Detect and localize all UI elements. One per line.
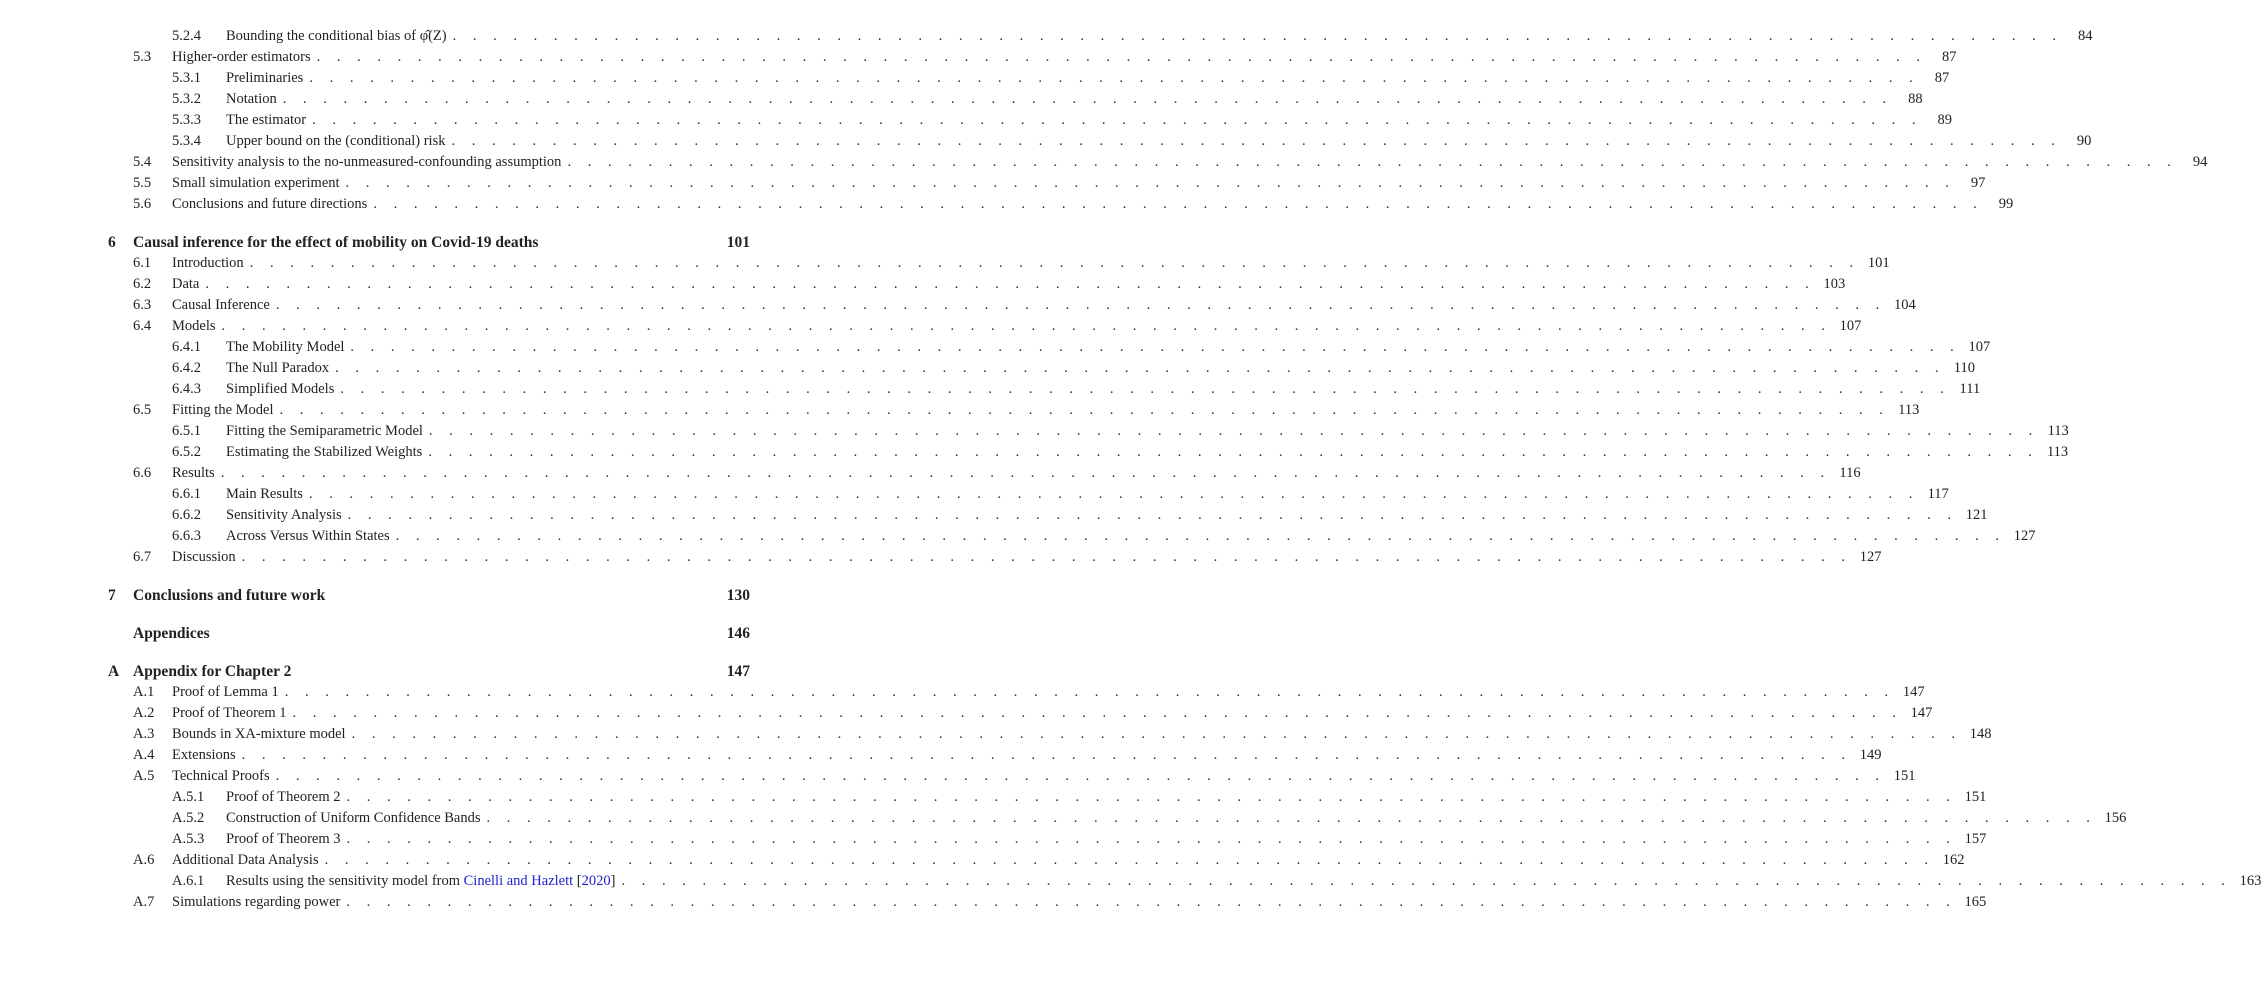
toc-entry-page: 101: [1867, 255, 1890, 271]
toc-entry-number: 5.3.4: [172, 133, 201, 149]
toc-entry-section[interactable]: [0, 47, 1957, 68]
toc-entry-title: [133, 585, 325, 606]
toc-entry-title: [226, 68, 303, 89]
leader-space: [297, 661, 720, 682]
toc-entry-number: 6.6.3: [172, 528, 201, 544]
dot-leader: . . . . . . . . . . . . . . . . . . . . . . . . . . . . . . . . . . . . . . . . . . . . . . . . . . . . . . . . . . . . . . . . . . . . . . . . . . . . . . . .: [284, 684, 1895, 700]
toc-entry-page: 116: [1839, 465, 1861, 481]
toc-entry-subsection[interactable]: [0, 829, 1987, 850]
toc-entry-subsection[interactable]: [0, 26, 2093, 47]
toc-entry-subsection[interactable]: [0, 68, 1950, 89]
toc-entry-number: 6.6: [133, 465, 152, 481]
title-text: Proof of Theorem 3: [226, 831, 341, 847]
toc-entry-section[interactable]: [0, 173, 1986, 194]
title-text: Conclusions and future directions: [172, 196, 368, 212]
title-text: Conclusions and future work: [133, 587, 326, 604]
table-of-contents: [0, 26, 2261, 913]
toc-entry-page: 151: [1964, 789, 1987, 805]
dot-leader: . . . . . . . . . . . . . . . . . . . . . . . . . . . . . . . . . . . . . . . . . . . . . . . . . . . . . . . . . . . . . . . . . . . . . . . . . . . . . . . .: [621, 873, 2232, 889]
toc-entry-subsection[interactable]: [0, 421, 2069, 442]
toc-entry-section[interactable]: [0, 547, 1882, 568]
dot-leader: . . . . . . . . . . . . . . . . . . . . . . . . . . . . . . . . . . . . . . . . . . . . . . . . . . . . . . . . . . . . . . . . . . . . . . . . . . . . . . . .: [340, 381, 1951, 397]
toc-entry-page: 104: [1893, 297, 1916, 313]
title-text: Across Versus Within States: [226, 528, 390, 544]
toc-entry-title: [172, 703, 287, 724]
toc-entry-number: 6.4.1: [172, 339, 201, 355]
toc-entry-section[interactable]: [0, 682, 1925, 703]
toc-entry-subsection[interactable]: [0, 808, 2127, 829]
dot-leader: . . . . . . . . . . . . . . . . . . . . . . . . . . . . . . . . . . . . . . . . . . . . . . . . . . . . . . . . . . . . . . . . . . . . . . . . . . . . . . . .: [452, 28, 2063, 44]
dot-leader: . . . . . . . . . . . . . . . . . . . . . . . . . . . . . . . . . . . . . . . . . . . . . . . . . . . . . . . . . . . . . . . . . . . . . . . . . . . . . . . .: [205, 276, 1816, 292]
toc-entry-number: 5.2.4: [172, 28, 201, 44]
dot-leader: . . . . . . . . . . . . . . . . . . . . . . . . . . . . . . . . . . . . . . . . . . . . . . . . . . . . . . . . . . . . . . . . . . . . . . . . . . . . . . . .: [316, 49, 1927, 65]
title-text: Introduction: [172, 255, 244, 271]
toc-entry-title: [226, 110, 306, 131]
toc-entry-number: A.5: [133, 768, 155, 784]
toc-entry-page: 94: [2192, 154, 2208, 170]
toc-entry-page: 151: [1893, 768, 1916, 784]
toc-entry-title: [172, 892, 340, 913]
toc-entry-number: 6.3: [133, 297, 152, 313]
toc-entry-section[interactable]: [0, 703, 1933, 724]
toc-entry-section[interactable]: [0, 745, 1882, 766]
toc-entry-title: [172, 463, 215, 484]
toc-entry-title: Results using the sensitivity model from Cinelli and Hazlett [2020]: [226, 873, 616, 889]
dot-leader: . . . . . . . . . . . . . . . . . . . . . . . . . . . . . . . . . . . . . . . . . . . . . . . . . . . . . . . . . . . . . . . . . . . . . . . . . . . . . . . .: [241, 747, 1852, 763]
toc-entry-number: A.5.3: [172, 831, 205, 847]
toc-entry-number: A.4: [133, 747, 155, 763]
toc-entry-title: [172, 274, 199, 295]
toc-entry-subsection[interactable]: [0, 442, 2069, 463]
toc-entry-page: 110: [1953, 360, 1975, 376]
toc-entry-section[interactable]: [0, 295, 1916, 316]
toc-entry-page: 148: [1969, 726, 1992, 742]
title-text: The Mobility Model: [226, 339, 345, 355]
toc-entry-page: 113: [2047, 423, 2069, 439]
toc-entry-chapter[interactable]: [0, 623, 842, 644]
toc-entry-title: [226, 131, 445, 152]
dot-leader: . . . . . . . . . . . . . . . . . . . . . . . . . . . . . . . . . . . . . . . . . . . . . . . . . . . . . . . . . . . . . . . . . . . . . . . . . . . . . . . .: [486, 810, 2097, 826]
title-text: Causal Inference: [172, 297, 270, 313]
toc-entry-page: 101: [726, 234, 750, 251]
dot-leader: . . . . . . . . . . . . . . . . . . . . . . . . . . . . . . . . . . . . . . . . . . . . . . . . . . . . . . . . . . . . . . . . . . . . . . . . . . . . . . . .: [220, 465, 1831, 481]
toc-entry-number: 6.1: [133, 255, 152, 271]
toc-entry-subsection[interactable]: [0, 505, 1988, 526]
toc-entry-number: A.6.1: [172, 873, 205, 889]
toc-entry-subsection[interactable]: [0, 89, 1923, 110]
toc-entry-page: 97: [1970, 175, 1986, 191]
toc-entry-title: [226, 421, 423, 442]
toc-entry-title: [226, 337, 344, 358]
dot-leader: . . . . . . . . . . . . . . . . . . . . . . . . . . . . . . . . . . . . . . . . . . . . . . . . . . . . . . . . . . . . . . . . . . . . . . . . . . . . . . . .: [275, 768, 1886, 784]
toc-entry-page: 130: [726, 587, 750, 604]
toc-entry-number: A: [108, 663, 120, 680]
toc-entry-number: A.5.2: [172, 810, 205, 826]
toc-entry-page: 127: [2013, 528, 2036, 544]
toc-entry-number: 6.4.2: [172, 360, 201, 376]
toc-entry-number: A.1: [133, 684, 155, 700]
toc-entry-title: [133, 623, 210, 644]
title-text: Upper bound on the (conditional) risk: [226, 133, 446, 149]
toc-entry-page: 111: [1959, 381, 1981, 397]
toc-entry-number: 5.3.2: [172, 91, 201, 107]
leader-space: [544, 232, 720, 253]
leader-space: [331, 585, 720, 606]
toc-entry-section[interactable]: [0, 152, 2208, 173]
toc-entry-subsection[interactable]: [0, 484, 1949, 505]
dot-leader: . . . . . . . . . . . . . . . . . . . . . . . . . . . . . . . . . . . . . . . . . . . . . . . . . . . . . . . . . . . . . . . . . . . . . . . . . . . . . . . .: [249, 255, 1860, 271]
leader-space: [216, 623, 720, 644]
toc-entry-title: [226, 484, 303, 505]
toc-entry-title: [172, 316, 216, 337]
toc-entry-number: 6.6.1: [172, 486, 201, 502]
toc-entry-section[interactable]: [0, 274, 1846, 295]
toc-entry-chapter[interactable]: [0, 585, 842, 606]
dot-leader: . . . . . . . . . . . . . . . . . . . . . . . . . . . . . . . . . . . . . . . . . . . . . . . . . . . . . . . . . . . . . . . . . . . . . . . . . . . . . . . .: [335, 360, 1945, 376]
toc-entry-title: [172, 547, 236, 568]
dot-leader: . . . . . . . . . . . . . . . . . . . . . . . . . . . . . . . . . . . . . . . . . . . . . . . . . . . . . . . . . . . . . . . . . . . . . . . . . . . . . . . .: [282, 91, 1893, 107]
toc-entry-title: [226, 442, 422, 463]
toc-entry-number: 6.4: [133, 318, 152, 334]
toc-entry-number: 6.2: [133, 276, 152, 292]
title-text: Higher-order estimators: [172, 49, 311, 65]
toc-entry-chapter[interactable]: [0, 232, 842, 253]
title-text: Causal inference for the effect of mobility on Covid-19 deaths: [133, 234, 539, 251]
toc-entry-title: [226, 379, 334, 400]
toc-entry-subsection[interactable]: [0, 379, 1981, 400]
dot-leader: . . . . . . . . . . . . . . . . . . . . . . . . . . . . . . . . . . . . . . . . . . . . . . . . . . . . . . . . . . . . . . . . . . . . . . . . . . . . . . . .: [373, 196, 1984, 212]
title-text: The estimator: [226, 112, 307, 128]
toc-entry-subsection[interactable]: [0, 787, 1987, 808]
toc-entry-page: 165: [1964, 894, 1987, 910]
title-text: Bounds in XA-mixture model: [172, 726, 346, 742]
toc-entry-title: [226, 808, 481, 829]
toc-entry-section[interactable]: [0, 724, 1992, 745]
dot-leader: . . . . . . . . . . . . . . . . . . . . . . . . . . . . . . . . . . . . . . . . . . . . . . . . . . . . . . . . . . . . . . . . . . . . . . . . . . . . . . . .: [350, 339, 1961, 355]
title-text: Appendix for Chapter 2: [133, 663, 292, 680]
toc-entry-page: 99: [1998, 196, 2014, 212]
toc-entry-title: [172, 295, 270, 316]
title-text: Simplified Models: [226, 381, 335, 397]
toc-entry-section[interactable]: [0, 463, 1861, 484]
toc-entry-chapter[interactable]: [0, 661, 842, 682]
title-text: Proof of Theorem 1: [172, 705, 287, 721]
toc-entry-number: 5.3.3: [172, 112, 201, 128]
toc-entry-number: 6.5: [133, 402, 152, 418]
dot-leader: . . . . . . . . . . . . . . . . . . . . . . . . . . . . . . . . . . . . . . . . . . . . . . . . . . . . . . . . . . . . . . . . . . . . . . . . . . . . . . . .: [346, 831, 1957, 847]
toc-entry-number: 6: [108, 234, 116, 251]
toc-entry-subsection[interactable]: [0, 337, 1991, 358]
toc-entry-page: 87: [1942, 49, 1957, 65]
title-text: Extensions: [172, 747, 236, 763]
dot-leader: . . . . . . . . . . . . . . . . . . . . . . . . . . . . . . . . . . . . . . . . . . . . . . . . . . . . . . . . . . . . . . . . . . . . . . . . . . . . . . . .: [308, 486, 1919, 502]
toc-entry-title: [172, 152, 561, 173]
toc-entry-title: [172, 766, 270, 787]
toc-entry-page: 107: [1839, 318, 1862, 334]
toc-entry-page: 156: [2104, 810, 2127, 826]
toc-entry-title: [226, 829, 341, 850]
toc-entry-number: A.3: [133, 726, 155, 742]
toc-entry-section[interactable]: [0, 892, 1987, 913]
toc-entry-subsection[interactable]: [0, 526, 2036, 547]
title-text: The Null Paradox: [226, 360, 330, 376]
dot-leader: . . . . . . . . . . . . . . . . . . . . . . . . . . . . . . . . . . . . . . . . . . . . . . . . . . . . . . . . . . . . . . . . . . . . . . . . . . . . . . . .: [221, 318, 1832, 334]
toc-entry-page: 163: [2239, 873, 2261, 889]
title-text: Estimating the Stabilized Weights: [226, 444, 423, 460]
toc-entry-title: [226, 26, 447, 47]
citation-year-link[interactable]: 2020: [581, 873, 611, 889]
toc-entry-number: A.5.1: [172, 789, 205, 805]
toc-entry-section[interactable]: [0, 850, 1965, 871]
dot-leader: . . . . . . . . . . . . . . . . . . . . . . . . . . . . . . . . . . . . . . . . . . . . . . . . . . . . . . . . . . . . . . . . . . . . . . . . . . . . . . . .: [351, 726, 1962, 742]
toc-entry-page: 121: [1965, 507, 1988, 523]
toc-entry-title: [226, 526, 390, 547]
toc-entry-section[interactable]: [0, 316, 1862, 337]
toc-entry-page: 147: [1910, 705, 1933, 721]
toc-entry-page: 147: [1902, 684, 1925, 700]
title-text: Models: [172, 318, 216, 334]
title-text: Proof of Lemma 1: [172, 684, 279, 700]
toc-entry-page: 103: [1823, 276, 1846, 292]
toc-entry-page: 149: [1859, 747, 1882, 763]
dot-leader: . . . . . . . . . . . . . . . . . . . . . . . . . . . . . . . . . . . . . . . . . . . . . . . . . . . . . . . . . . . . . . . . . . . . . . . . . . . . . . . .: [292, 705, 1903, 721]
toc-entry-number: 5.3: [133, 49, 152, 65]
dot-leader: . . . . . . . . . . . . . . . . . . . . . . . . . . . . . . . . . . . . . . . . . . . . . . . . . . . . . . . . . . . . . . . . . . . . . . . . . . . . . . . .: [428, 423, 2039, 439]
toc-entry-title: [172, 47, 311, 68]
toc-entry-section[interactable]: [0, 766, 1916, 787]
title-text: Notation: [226, 91, 277, 107]
title-text: Bounding the conditional bias of φ̂(Z): [226, 28, 447, 44]
toc-entry-number: 5.6: [133, 196, 152, 212]
toc-entry-number: 6.5.2: [172, 444, 201, 460]
toc-entry-page: 87: [1934, 70, 1950, 86]
toc-entry-title: [226, 358, 329, 379]
toc-entry-page: 113: [2046, 444, 2069, 460]
toc-entry-title: [172, 400, 274, 421]
toc-entry-title: [133, 661, 291, 682]
toc-entry-page: 107: [1968, 339, 1991, 355]
dot-leader: . . . . . . . . . . . . . . . . . . . . . . . . . . . . . . . . . . . . . . . . . . . . . . . . . . . . . . . . . . . . . . . . . . . . . . . . . . . . . . . .: [346, 894, 1957, 910]
dot-leader: . . . . . . . . . . . . . . . . . . . . . . . . . . . . . . . . . . . . . . . . . . . . . . . . . . . . . . . . . . . . . . . . . . . . . . . . . . . . . . . .: [279, 402, 1890, 418]
toc-entry-page: 157: [1964, 831, 1987, 847]
toc-entry-title: [226, 89, 277, 110]
toc-entry-title: [172, 724, 346, 745]
toc-entry-number: A.6: [133, 852, 155, 868]
title-text: Proof of Theorem 2: [226, 789, 341, 805]
dot-leader: . . . . . . . . . . . . . . . . . . . . . . . . . . . . . . . . . . . . . . . . . . . . . . . . . . . . . . . . . . . . . . . . . . . . . . . . . . . . . . . .: [324, 852, 1935, 868]
toc-entry-number: 6.5.1: [172, 423, 201, 439]
dot-leader: . . . . . . . . . . . . . . . . . . . . . . . . . . . . . . . . . . . . . . . . . . . . . . . . . . . . . . . . . . . . . . . . . . . . . . . . . . . . . . . .: [451, 133, 2062, 149]
toc-entry-number: 6.6.2: [172, 507, 201, 523]
dot-leader: . . . . . . . . . . . . . . . . . . . . . . . . . . . . . . . . . . . . . . . . . . . . . . . . . . . . . . . . . . . . . . . . . . . . . . . . . . . . . . . .: [395, 528, 2006, 544]
title-text: Additional Data Analysis: [172, 852, 319, 868]
toc-entry-page: 117: [1927, 486, 1949, 502]
title-text: Simulations regarding power: [172, 894, 341, 910]
title-text: Results using the sensitivity model from: [226, 873, 461, 889]
dot-leader: . . . . . . . . . . . . . . . . . . . . . . . . . . . . . . . . . . . . . . . . . . . . . . . . . . . . . . . . . . . . . . . . . . . . . . . . . . . . . . . .: [275, 297, 1886, 313]
toc-entry-page: 162: [1942, 852, 1965, 868]
toc-entry-page: 127: [1859, 549, 1882, 565]
dot-leader: . . . . . . . . . . . . . . . . . . . . . . . . . . . . . . . . . . . . . . . . . . . . . . . . . . . . . . . . . . . . . . . . . . . . . . . . . . . . . . . .: [347, 507, 1958, 523]
toc-entry-page: 90: [2076, 133, 2092, 149]
toc-entry-page: 147: [726, 663, 750, 680]
toc-entry-subsection[interactable]: [0, 358, 1975, 379]
toc-entry-page: 146: [726, 625, 750, 642]
title-text: Sensitivity analysis to the no-unmeasured-confounding assumption: [172, 154, 562, 170]
dot-leader: . . . . . . . . . . . . . . . . . . . . . . . . . . . . . . . . . . . . . . . . . . . . . . . . . . . . . . . . . . . . . . . . . . . . . . . . . . . . . . . .: [345, 175, 1956, 191]
dot-leader: . . . . . . . . . . . . . . . . . . . . . . . . . . . . . . . . . . . . . . . . . . . . . . . . . . . . . . . . . . . . . . . . . . . . . . . . . . . . . . . .: [567, 154, 2178, 170]
toc-entry-subsection[interactable]: [0, 131, 2092, 152]
toc-entry-page: 89: [1937, 112, 1953, 128]
toc-entry-title: [172, 253, 244, 274]
toc-entry-title: [172, 194, 367, 215]
title-text: Preliminaries: [226, 70, 304, 86]
title-text: Small simulation experiment: [172, 175, 340, 191]
toc-entry-title: [172, 850, 319, 871]
toc-entry-title: [172, 745, 236, 766]
title-text: Construction of Uniform Confidence Bands: [226, 810, 481, 826]
title-text: Fitting the Semiparametric Model: [226, 423, 423, 439]
toc-entry-number: 6.7: [133, 549, 152, 565]
toc-entry-number: A.7: [133, 894, 155, 910]
title-text: Main Results: [226, 486, 303, 502]
title-text: Fitting the Model: [172, 402, 274, 418]
toc-entry-page: 88: [1908, 91, 1923, 107]
dot-leader: . . . . . . . . . . . . . . . . . . . . . . . . . . . . . . . . . . . . . . . . . . . . . . . . . . . . . . . . . . . . . . . . . . . . . . . . . . . . . . . .: [309, 70, 1920, 86]
toc-entry-section[interactable]: [0, 194, 2014, 215]
toc-entry-number: 5.4: [133, 154, 152, 170]
toc-entry-number: A.2: [133, 705, 155, 721]
title-text: Appendices: [133, 625, 210, 642]
toc-entry-title: [226, 505, 342, 526]
toc-entry-number: 5.5: [133, 175, 152, 191]
title-text: Technical Proofs: [172, 768, 270, 784]
toc-entry-subsection[interactable]: [0, 110, 1953, 131]
toc-entry-section[interactable]: [0, 253, 1890, 274]
dot-leader: . . . . . . . . . . . . . . . . . . . . . . . . . . . . . . . . . . . . . . . . . . . . . . . . . . . . . . . . . . . . . . . . . . . . . . . . . . . . . . . .: [312, 112, 1923, 128]
dot-leader: . . . . . . . . . . . . . . . . . . . . . . . . . . . . . . . . . . . . . . . . . . . . . . . . . . . . . . . . . . . . . . . . . . . . . . . . . . . . . . . .: [428, 444, 2039, 460]
title-text: Results: [172, 465, 215, 481]
toc-entry-title: [172, 173, 340, 194]
toc-entry-page: 84: [2077, 28, 2093, 44]
title-text: Data: [172, 276, 200, 292]
dot-leader: . . . . . . . . . . . . . . . . . . . . . . . . . . . . . . . . . . . . . . . . . . . . . . . . . . . . . . . . . . . . . . . . . . . . . . . . . . . . . . . .: [241, 549, 1852, 565]
toc-entry-section[interactable]: [0, 400, 1920, 421]
title-text: Sensitivity Analysis: [226, 507, 342, 523]
toc-entry-number: 6.4.3: [172, 381, 201, 397]
toc-entry-number: 7: [108, 587, 116, 604]
citation-link[interactable]: Cinelli and Hazlett: [463, 873, 574, 889]
toc-entry-title: [172, 682, 279, 703]
title-text: Discussion: [172, 549, 236, 565]
dot-leader: . . . . . . . . . . . . . . . . . . . . . . . . . . . . . . . . . . . . . . . . . . . . . . . . . . . . . . . . . . . . . . . . . . . . . . . . . . . . . . . .: [346, 789, 1957, 805]
toc-entry-title: [226, 787, 341, 808]
toc-entry-number: 5.3.1: [172, 70, 201, 86]
toc-entry-subsection[interactable]: [0, 871, 2261, 892]
toc-entry-title: [133, 232, 538, 253]
toc-entry-page: 113: [1898, 402, 1920, 418]
